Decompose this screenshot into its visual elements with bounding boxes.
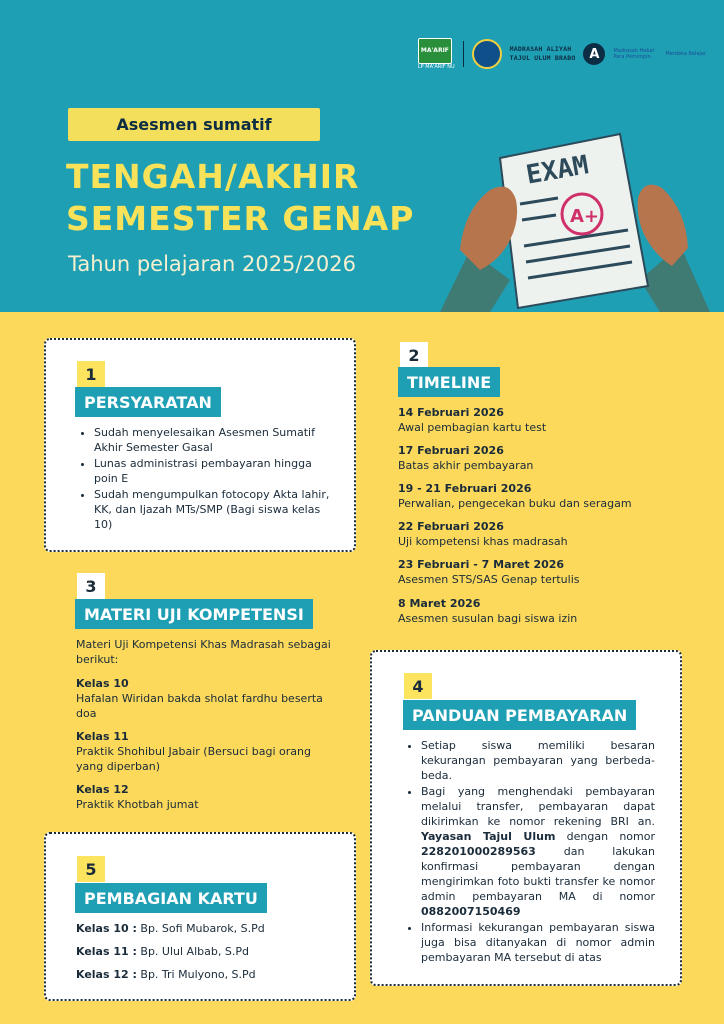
timeline-event — [398, 443, 533, 473]
timeline-date: 8 Maret 2026 — [398, 597, 481, 610]
timeline-event — [398, 557, 580, 587]
materi-class-label: Kelas 12 — [76, 783, 129, 796]
school-name-line2: TAJUL ULUM BRABO — [509, 54, 576, 62]
timeline-date: 17 Februari 2026 — [398, 444, 504, 457]
list-item: • Sudah menyelesaikan Asesmen Sumatif Akhir Semester Gasal — [94, 425, 332, 455]
materi-class-desc: Hafalan Wiridan bakda sholat fardhu beserta doa — [76, 692, 323, 720]
school-name — [510, 45, 576, 63]
pembagian-kartu-heading: PEMBAGIAN KARTU — [75, 883, 267, 913]
timeline-desc: Awal pembagian kartu test — [398, 421, 547, 434]
timeline-desc: Perwalian, pengecekan buku dan seragam — [398, 497, 632, 510]
account-number: 228201000289563 — [421, 845, 536, 858]
kartu-row-class: Kelas 11 : — [76, 945, 137, 958]
maarif-logo-mark: MA'ARIF — [418, 38, 452, 64]
maarif-logo — [418, 38, 455, 70]
academic-year: Tahun pelajaran 2025/2026 — [68, 252, 356, 276]
materi-class-label: Kelas 10 — [76, 677, 129, 690]
admin-phone: 0882007150469 — [421, 905, 521, 918]
kartu-row — [76, 921, 265, 936]
list-item: • Lunas administrasi pembayaran hingga poin E — [94, 456, 332, 486]
right-hand — [638, 185, 688, 266]
title-line1: TENGAH/AKHIR — [66, 157, 360, 196]
materi-class — [76, 676, 338, 721]
timeline-date: 22 Februari 2026 — [398, 520, 504, 533]
timeline-date: 19 - 21 Februari 2026 — [398, 482, 532, 495]
section-4-number: 4 — [404, 673, 432, 699]
materi-intro: Materi Uji Kompetensi Khas Madrasah sebagai berikut: — [76, 638, 331, 666]
section-2-number: 2 — [400, 342, 428, 368]
persyaratan-heading: PERSYARATAN — [75, 387, 221, 417]
kartu-row-name: Bp. Tri Mulyono, S.Pd — [140, 968, 256, 981]
transfer-text: Bagi yang menghendaki pembayaran melalui transfer, pembayaran dapat dikirimkan ke nomor rekening BRI an. — [421, 785, 655, 828]
timeline-date: 14 Februari 2026 — [398, 406, 504, 419]
section-5-number: 5 — [77, 856, 105, 882]
timeline-heading: TIMELINE — [398, 367, 500, 397]
persyaratan-list — [78, 425, 332, 533]
list-item: • Setiap siswa memiliki besaran kekurangan pembayaran yang berbeda-beda. — [421, 738, 655, 783]
section-3-number: 3 — [77, 573, 105, 599]
timeline-desc: Asesmen STS/SAS Genap tertulis — [398, 573, 580, 586]
account-holder: Yayasan Tajul Ulum — [421, 830, 556, 843]
a-logo-icon: A — [583, 43, 605, 65]
exam-word: EXAM — [523, 150, 591, 191]
timeline-event — [398, 405, 546, 435]
timeline-desc: Batas akhir pembayaran — [398, 459, 534, 472]
materi-class-label: Kelas 11 — [76, 730, 129, 743]
logo-bar — [418, 38, 706, 70]
madrasah-hebat-logo: Madrasah Hebat Para Pemimpin — [613, 48, 655, 60]
materi-class — [76, 729, 338, 774]
page-title — [66, 156, 414, 240]
timeline-date: 23 Februari - 7 Maret 2026 — [398, 558, 565, 571]
timeline-desc: Asesmen susulan bagi siswa izin — [398, 612, 578, 625]
school-seal-icon — [472, 39, 502, 69]
section-1-number: 1 — [77, 361, 105, 387]
kartu-row-class: Kelas 12 : — [76, 968, 137, 981]
pembayaran-heading: PANDUAN PEMBAYARAN — [403, 700, 636, 730]
pembayaran-list — [405, 738, 655, 966]
merdeka-belajar-logo: Merdeka Belajar — [665, 51, 706, 57]
subtitle-pill: Asesmen sumatif — [68, 108, 320, 141]
maarif-logo-label: LP MA'ARIF NU — [417, 64, 455, 70]
left-hand — [460, 187, 517, 270]
kartu-row — [76, 967, 256, 982]
grade-mark: A+ — [570, 206, 600, 227]
school-name-line1: MADRASAH ALIYAH — [509, 45, 572, 53]
timeline-desc: Uji kompetensi khas madrasah — [398, 535, 568, 548]
kartu-row — [76, 944, 249, 959]
list-item: • Sudah mengumpulkan fotocopy Akta lahir, KK, dan Ijazah MTs/SMP (Bagi siswa kelas 10) — [94, 487, 332, 532]
exam-illustration — [440, 130, 710, 312]
title-line2: SEMESTER GENAP — [66, 199, 415, 238]
materi-heading: MATERI UJI KOMPETENSI — [75, 599, 313, 629]
materi-class — [76, 782, 338, 812]
timeline-event — [398, 481, 632, 511]
timeline-event — [398, 519, 568, 549]
kartu-row-class: Kelas 10 : — [76, 922, 137, 935]
list-item: • Informasi kekurangan pembayaran siswa juga bisa ditanyakan di nomor admin pembayaran MA tersebut di atas — [421, 920, 655, 965]
kartu-row-name: Bp. Ulul Albab, S.Pd — [140, 945, 249, 958]
transfer-text: dengan nomor — [566, 830, 655, 843]
logo-divider — [463, 41, 464, 67]
list-item — [421, 784, 655, 919]
timeline-event — [398, 596, 577, 626]
transfer-text: dan lakukan konfirmasi pembayaran dengan mengirimkan foto bukti transfer ke nomor admin pembayaran MA di nomor — [421, 845, 655, 903]
materi-class-desc: Praktik Shohibul Jabair (Bersuci bagi orang yang diperban) — [76, 745, 311, 773]
materi-class-desc: Praktik Khotbah jumat — [76, 798, 199, 811]
kartu-row-name: Bp. Sofi Mubarok, S.Pd — [140, 922, 265, 935]
